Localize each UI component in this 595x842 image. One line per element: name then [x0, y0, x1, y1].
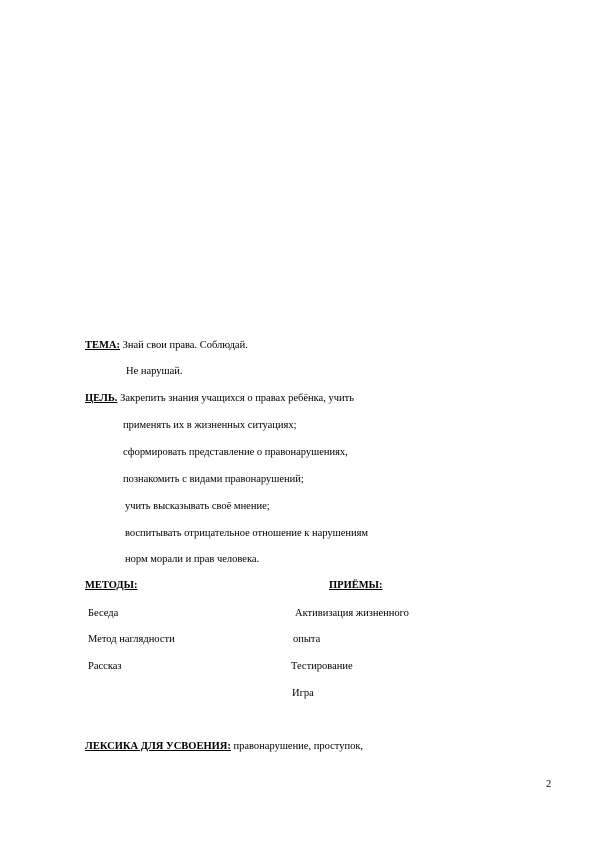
techniques-heading: ПРИЁМЫ:	[329, 580, 383, 591]
goal-line-3: сформировать представление о правонарушениях,	[123, 447, 348, 458]
goal-label: ЦЕЛЬ.	[85, 393, 118, 404]
technique-item: опыта	[293, 634, 321, 645]
goal-text: Закрепить знания учащихся о правах ребёнка, учить	[117, 393, 354, 404]
goal-line-7: норм морали и прав человека.	[125, 554, 260, 565]
goal-line-4: познакомить с видами правонарушений;	[123, 474, 304, 485]
method-item: Рассказ	[88, 661, 122, 672]
goal-line-1	[85, 393, 354, 405]
method-item: Метод наглядности	[88, 634, 175, 645]
tema-text: Знай свои права. Соблюдай.	[120, 340, 248, 351]
technique-item: Тестирование	[291, 661, 353, 672]
goal-line-2: применять их в жизненных ситуациях;	[123, 420, 297, 431]
tema-line	[85, 340, 248, 352]
tema-line-2: Не нарушай.	[126, 366, 183, 377]
lexicon-line	[85, 741, 363, 753]
goal-line-5: учить высказывать своё мнение;	[125, 501, 270, 512]
goal-line-6: воспитывать отрицательное отношение к нарушениям	[125, 528, 369, 539]
methods-heading: МЕТОДЫ:	[85, 580, 138, 591]
technique-item: Активизация жизненного	[295, 608, 409, 619]
tema-label: ТЕМА:	[85, 340, 120, 351]
lexicon-text: правонарушение, проступок,	[230, 741, 364, 752]
page-number: 2	[546, 779, 552, 790]
lexicon-label: ЛЕКСИКА ДЛЯ УСВОЕНИЯ:	[85, 741, 231, 752]
technique-item: Игра	[292, 688, 314, 699]
method-item: Беседа	[88, 608, 119, 619]
